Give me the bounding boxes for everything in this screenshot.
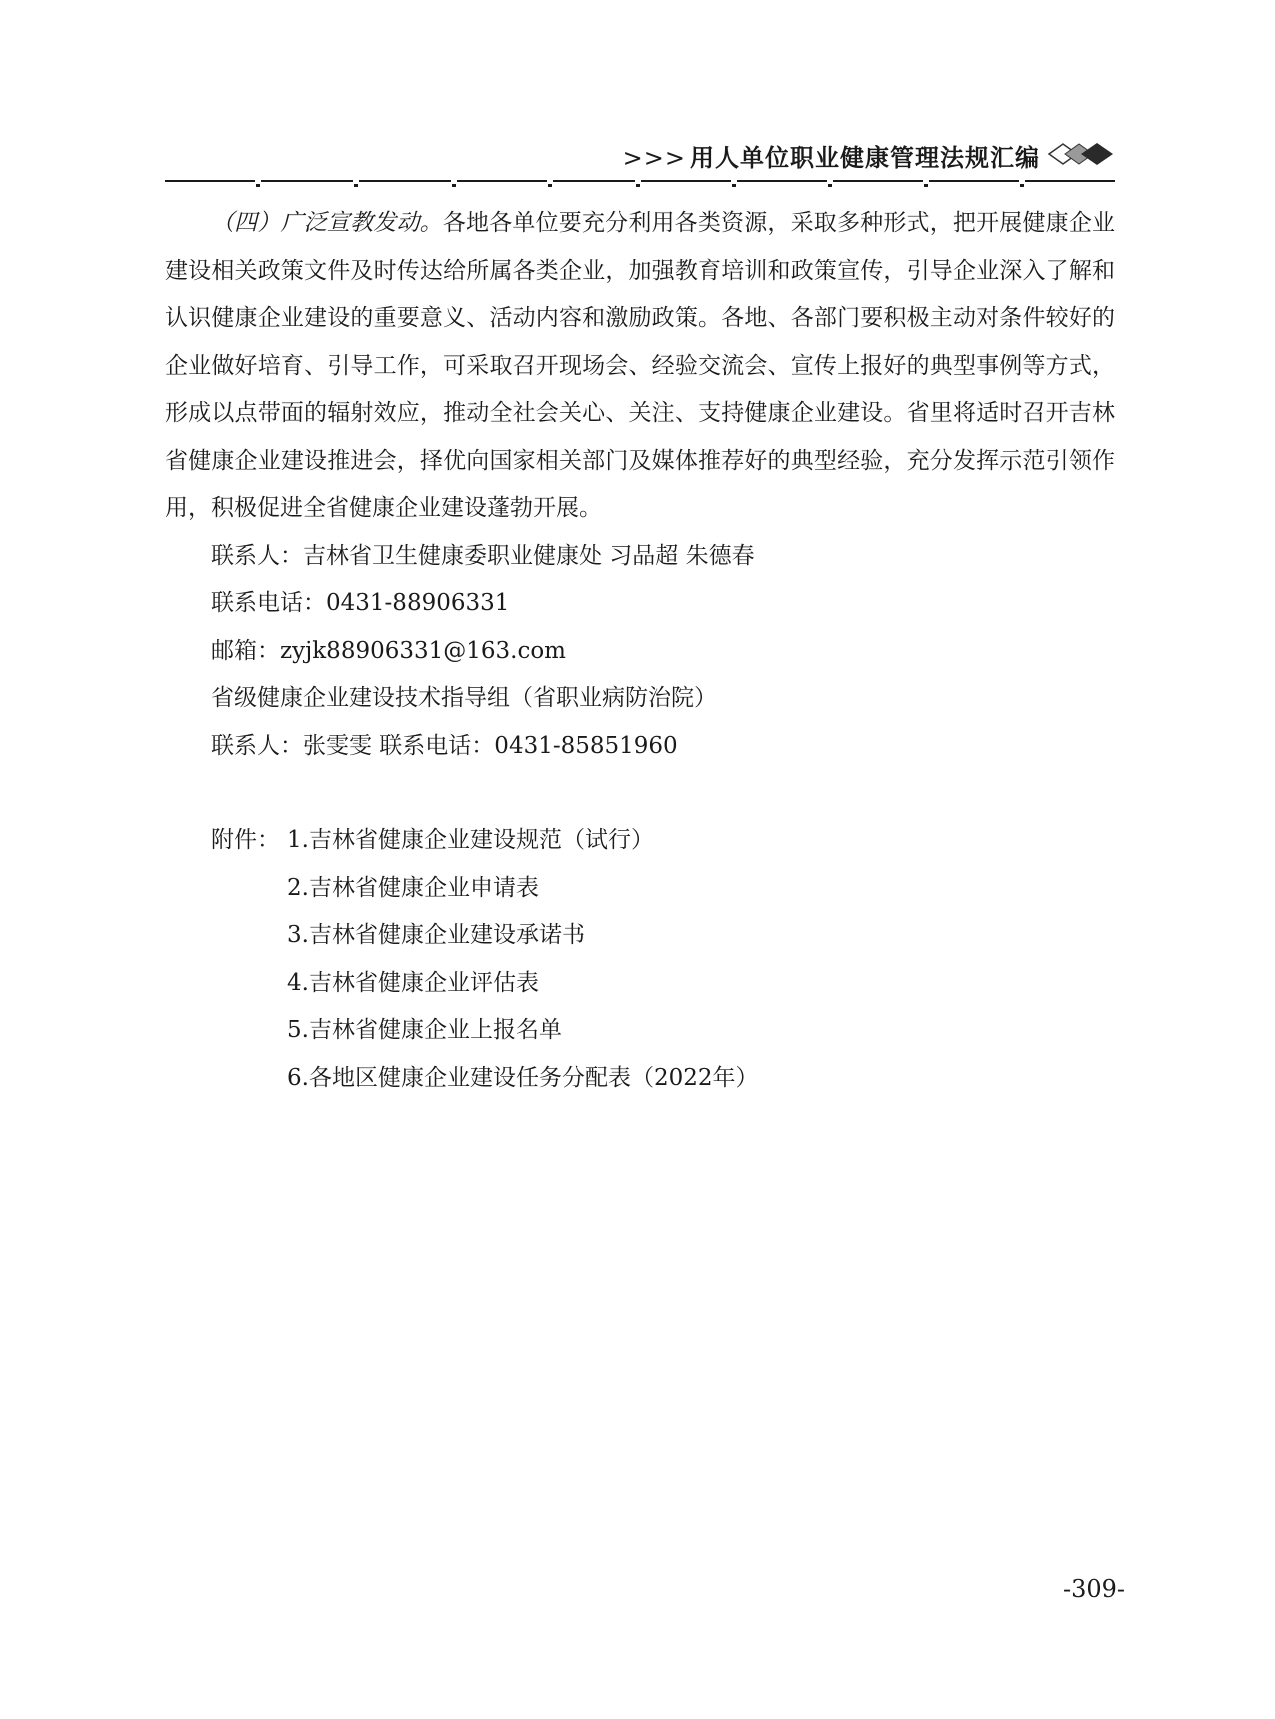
contact-phone: 联系电话：0431-88906331 xyxy=(211,590,510,616)
paragraph-lead: （四）广泛宣教发动。 xyxy=(211,210,443,236)
contact-email: 邮箱：zyjk88906331@163.com xyxy=(211,637,566,664)
attachments-list xyxy=(165,817,1115,865)
attachments-label: 附件： xyxy=(211,827,280,853)
paragraph-text: 各地各单位要充分利用各类资源，采取多种形式，把开展健康企业建设相关政策文件及时传达给所属各类企业，加强教育培训和政策宣传，引导企业深入了解和认识健康企业建设的重要意义、活动内容和激励政策。各地、各部门要积极主动对条件较好的企业做好培育、引导工作，可采取召开现场会、经验交流会、宣传上报好的典型事例等方式，形成以点带面的辐射效应，推动全社会关心、关注、支持健康企业建设。省里将适时召开吉林省健康企业建设推进会，择优向国家相关部门及媒体推荐好的典型经验，充分发挥示范引领作用，积极促进全省健康企业建设蓬勃开展。 xyxy=(165,210,1116,521)
header-rule xyxy=(165,180,1115,182)
attachment-item: 4.吉林省健康企业评估表 xyxy=(287,969,539,996)
attachment-item: 3.吉林省健康企业建设承诺书 xyxy=(287,922,585,948)
running-header xyxy=(165,128,1115,188)
page-body xyxy=(165,200,1115,1102)
chevron-decoration: >>> xyxy=(622,144,686,172)
contact-person: 联系人：吉林省卫生健康委职业健康处 习品超 朱德春 xyxy=(211,542,755,569)
attachment-item: 6.各地区健康企业建设任务分配表（2022年） xyxy=(287,1064,759,1091)
attachment-item: 2.吉林省健康企业申请表 xyxy=(287,874,539,901)
attachment-first-row xyxy=(211,817,1115,865)
attachment-item: 5.吉林省健康企业上报名单 xyxy=(287,1017,562,1043)
diamond-ornament-icon xyxy=(1047,140,1115,168)
book-title: 用人单位职业健康管理法规汇编 xyxy=(690,144,1040,172)
guidance-contact: 联系人：张雯雯 联系电话：0431-85851960 xyxy=(211,732,678,759)
guidance-group: 省级健康企业建设技术指导组（省职业病防治院） xyxy=(211,685,717,711)
body-paragraph xyxy=(165,200,1115,533)
attachment-item: 1.吉林省健康企业建设规范（试行） xyxy=(287,827,654,853)
page-number: -309- xyxy=(1062,1575,1125,1603)
header-title xyxy=(623,138,1040,173)
